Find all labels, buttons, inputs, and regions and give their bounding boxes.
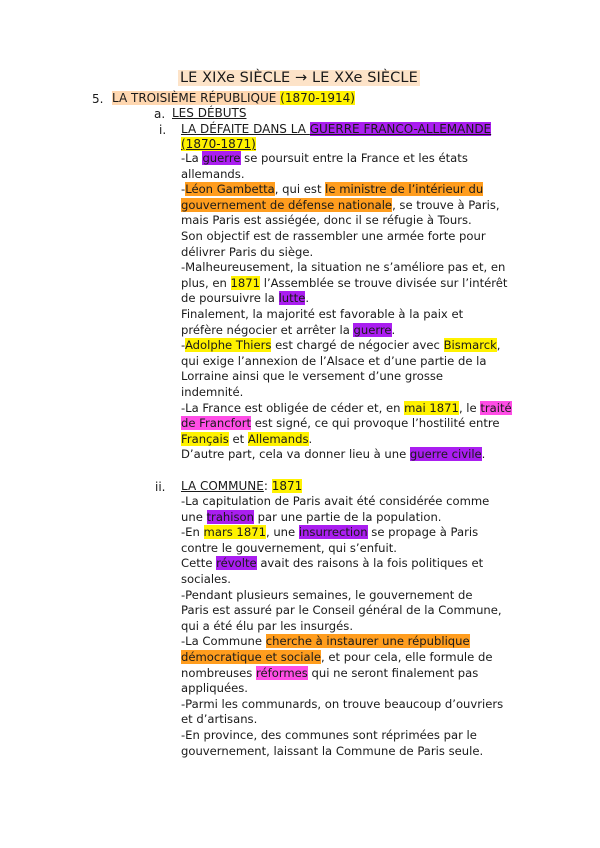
text-run: avait des raisons à la fois politiques et bbox=[256, 556, 484, 571]
subsection-ii-heading-text: LA COMMUNE bbox=[181, 479, 264, 493]
text-run: Son objectif est de rassembler une armée forte pour bbox=[181, 228, 486, 243]
text-run: , et pour cela, elle formule de bbox=[320, 649, 493, 664]
text-line bbox=[181, 307, 526, 323]
text-line bbox=[181, 712, 526, 728]
text-line bbox=[181, 291, 526, 307]
text-run: délivrer Paris du siège. bbox=[181, 244, 314, 259]
text-line bbox=[181, 556, 526, 572]
highlighted-text: trahison bbox=[206, 509, 254, 524]
subsection-i-body bbox=[181, 151, 526, 463]
highlighted-text: cherche à instaurer une république bbox=[265, 634, 470, 649]
text-run: indemnité. bbox=[181, 384, 244, 399]
highlighted-text: Français bbox=[181, 431, 229, 446]
text-run: allemands. bbox=[181, 166, 245, 181]
text-line bbox=[181, 354, 526, 370]
subsection-a-marker: a. bbox=[154, 107, 166, 121]
text-line bbox=[181, 213, 526, 229]
text-run: par une partie de la population. bbox=[253, 509, 442, 524]
subsection-a-heading: LES DÉBUTS bbox=[172, 106, 247, 120]
text-line bbox=[181, 369, 526, 385]
text-line bbox=[181, 276, 526, 292]
subsection-ii-marker: ii. bbox=[155, 480, 166, 494]
text-line bbox=[181, 229, 526, 245]
text-line bbox=[181, 447, 526, 463]
text-line bbox=[181, 323, 526, 339]
text-run: , le bbox=[458, 400, 481, 415]
highlighted-text: Léon Gambetta bbox=[185, 182, 275, 197]
text-line bbox=[181, 401, 526, 417]
subsection-ii-heading bbox=[181, 479, 302, 493]
text-run: . bbox=[391, 322, 396, 337]
text-run: mais Paris est assiégée, donc il se réfugie à Tours. bbox=[181, 213, 472, 228]
subsection-i-years-text: (1870-1871) bbox=[181, 137, 256, 151]
highlighted-text: traité bbox=[480, 400, 512, 415]
text-run: -Malheureusement, la situation ne s’améliore pas et, en bbox=[181, 260, 506, 275]
text-run: -La bbox=[181, 151, 203, 165]
text-run: et bbox=[228, 431, 248, 446]
text-run: -En province, des communes sont réprimées par le bbox=[181, 727, 477, 742]
text-run: gouvernement, laissant la Commune de Paris seule. bbox=[181, 743, 484, 758]
subsection-ii-body bbox=[181, 494, 526, 759]
text-run: qui exige l’annexion de l’Alsace et d’une partie de la bbox=[181, 353, 487, 368]
text-run: Paris est assuré par le Conseil général de la Commune, bbox=[181, 603, 502, 618]
text-run: , se trouve à Paris, bbox=[392, 197, 500, 212]
text-line bbox=[181, 167, 526, 183]
text-line bbox=[181, 744, 526, 760]
text-run: Finalement, la majorité est favorable à la paix et bbox=[181, 306, 464, 321]
text-line bbox=[181, 182, 526, 198]
page-title: LE XIXe SIÈCLE → LE XXe SIÈCLE bbox=[180, 70, 418, 86]
text-run: plus, en bbox=[181, 275, 231, 290]
text-line bbox=[181, 260, 526, 276]
text-run: - bbox=[181, 182, 186, 197]
text-line bbox=[181, 634, 526, 650]
text-run: - bbox=[181, 338, 185, 353]
text-run: est signé, ce qui provoque l’hostilité entre bbox=[251, 416, 500, 431]
highlighted-text: révolte bbox=[216, 556, 257, 571]
section-heading-years: (1870-1914) bbox=[280, 91, 355, 105]
subsection-ii-heading-sep: : bbox=[263, 479, 272, 493]
section-heading-label: LA TROISIÈME RÉPUBLIQUE bbox=[112, 91, 281, 105]
text-run: l’Assemblée se trouve divisée sur l’intérêt bbox=[260, 275, 508, 290]
text-line bbox=[181, 198, 526, 214]
text-run: -La Commune bbox=[181, 634, 266, 649]
highlighted-text: Adolphe Thiers bbox=[184, 338, 272, 353]
text-line bbox=[181, 245, 526, 261]
text-run: -Pendant plusieurs semaines, le gouvernement de bbox=[181, 587, 473, 602]
text-run: appliquées. bbox=[181, 681, 248, 696]
text-run: . bbox=[481, 447, 486, 462]
text-run: -La France est obligée de céder et, en bbox=[181, 400, 405, 415]
subsection-i-heading bbox=[181, 122, 491, 136]
text-run: qui ne seront finalement pas bbox=[307, 665, 479, 680]
text-line bbox=[181, 541, 526, 557]
text-run: -En bbox=[181, 525, 204, 540]
text-line bbox=[181, 151, 526, 167]
text-run: de poursuivre la bbox=[181, 291, 279, 306]
section-heading bbox=[112, 91, 355, 105]
text-run: , qui est bbox=[274, 182, 326, 197]
subsection-ii-heading-year: 1871 bbox=[271, 479, 303, 493]
highlighted-text: insurrection bbox=[298, 525, 368, 540]
text-line bbox=[181, 650, 526, 666]
subsection-i-heading-highlight: GUERRE FRANCO-ALLEMANDE bbox=[309, 122, 492, 136]
text-run: . bbox=[308, 431, 313, 446]
subsection-i-heading-text: LA DÉFAITE DANS LA bbox=[181, 122, 310, 136]
highlighted-text: mars 1871 bbox=[203, 525, 266, 540]
subsection-i-years bbox=[181, 137, 256, 151]
text-line bbox=[181, 510, 526, 526]
highlighted-text: Bismarck bbox=[443, 338, 497, 353]
text-run: se propage à Paris bbox=[367, 525, 479, 540]
text-run: et d’artisans. bbox=[181, 712, 258, 727]
text-line bbox=[181, 728, 526, 744]
text-line bbox=[181, 416, 526, 432]
highlighted-text: le ministre de l’intérieur du bbox=[325, 182, 484, 197]
highlighted-text: guerre bbox=[353, 322, 392, 337]
text-line bbox=[181, 681, 526, 697]
highlighted-text: de Francfort bbox=[181, 416, 252, 431]
highlighted-text: réformes bbox=[256, 665, 308, 680]
text-line bbox=[181, 619, 526, 635]
text-run: Cette bbox=[181, 556, 217, 571]
highlighted-text: lutte bbox=[278, 291, 306, 306]
text-run: une bbox=[181, 509, 207, 524]
highlighted-text: Allemands bbox=[247, 431, 309, 446]
text-run: nombreuses bbox=[181, 665, 256, 680]
text-run: Lorraine ainsi que le versement d’une grosse bbox=[181, 369, 444, 384]
highlighted-text: démocratique et sociale bbox=[181, 649, 321, 664]
text-line bbox=[181, 494, 526, 510]
text-run: D’autre part, cela va donner lieu à une bbox=[181, 447, 410, 462]
subsection-i-marker: i. bbox=[159, 123, 167, 137]
text-line bbox=[181, 525, 526, 541]
section-number: 5. bbox=[92, 92, 104, 106]
text-run: , une bbox=[265, 525, 299, 540]
text-run: qui a été élu par les insurgés. bbox=[181, 618, 354, 633]
text-run: préfère négocier et arrêter la bbox=[181, 322, 354, 337]
text-run: contre le gouvernement, qui s’enfuit. bbox=[181, 540, 397, 555]
text-run: , bbox=[496, 338, 501, 353]
text-run: sociales. bbox=[181, 571, 231, 586]
text-line bbox=[181, 385, 526, 401]
highlighted-text: guerre civile bbox=[409, 447, 482, 462]
text-line bbox=[181, 588, 526, 604]
text-line bbox=[181, 697, 526, 713]
text-line bbox=[181, 338, 526, 354]
highlighted-text: gouvernement de défense nationale bbox=[181, 197, 393, 212]
text-run: -La capitulation de Paris avait été considérée comme bbox=[181, 494, 490, 508]
text-line bbox=[181, 572, 526, 588]
text-line bbox=[181, 603, 526, 619]
text-run: est chargé de négocier avec bbox=[271, 338, 444, 353]
highlighted-text: 1871 bbox=[230, 275, 261, 290]
text-line bbox=[181, 432, 526, 448]
text-run: . bbox=[305, 291, 310, 306]
highlighted-text: guerre bbox=[202, 151, 241, 165]
text-run: -Parmi les communards, on trouve beaucoup d’ouvriers bbox=[181, 696, 504, 711]
highlighted-text: mai 1871 bbox=[404, 400, 459, 415]
text-line bbox=[181, 666, 526, 682]
text-run: se poursuit entre la France et les états bbox=[240, 151, 468, 165]
